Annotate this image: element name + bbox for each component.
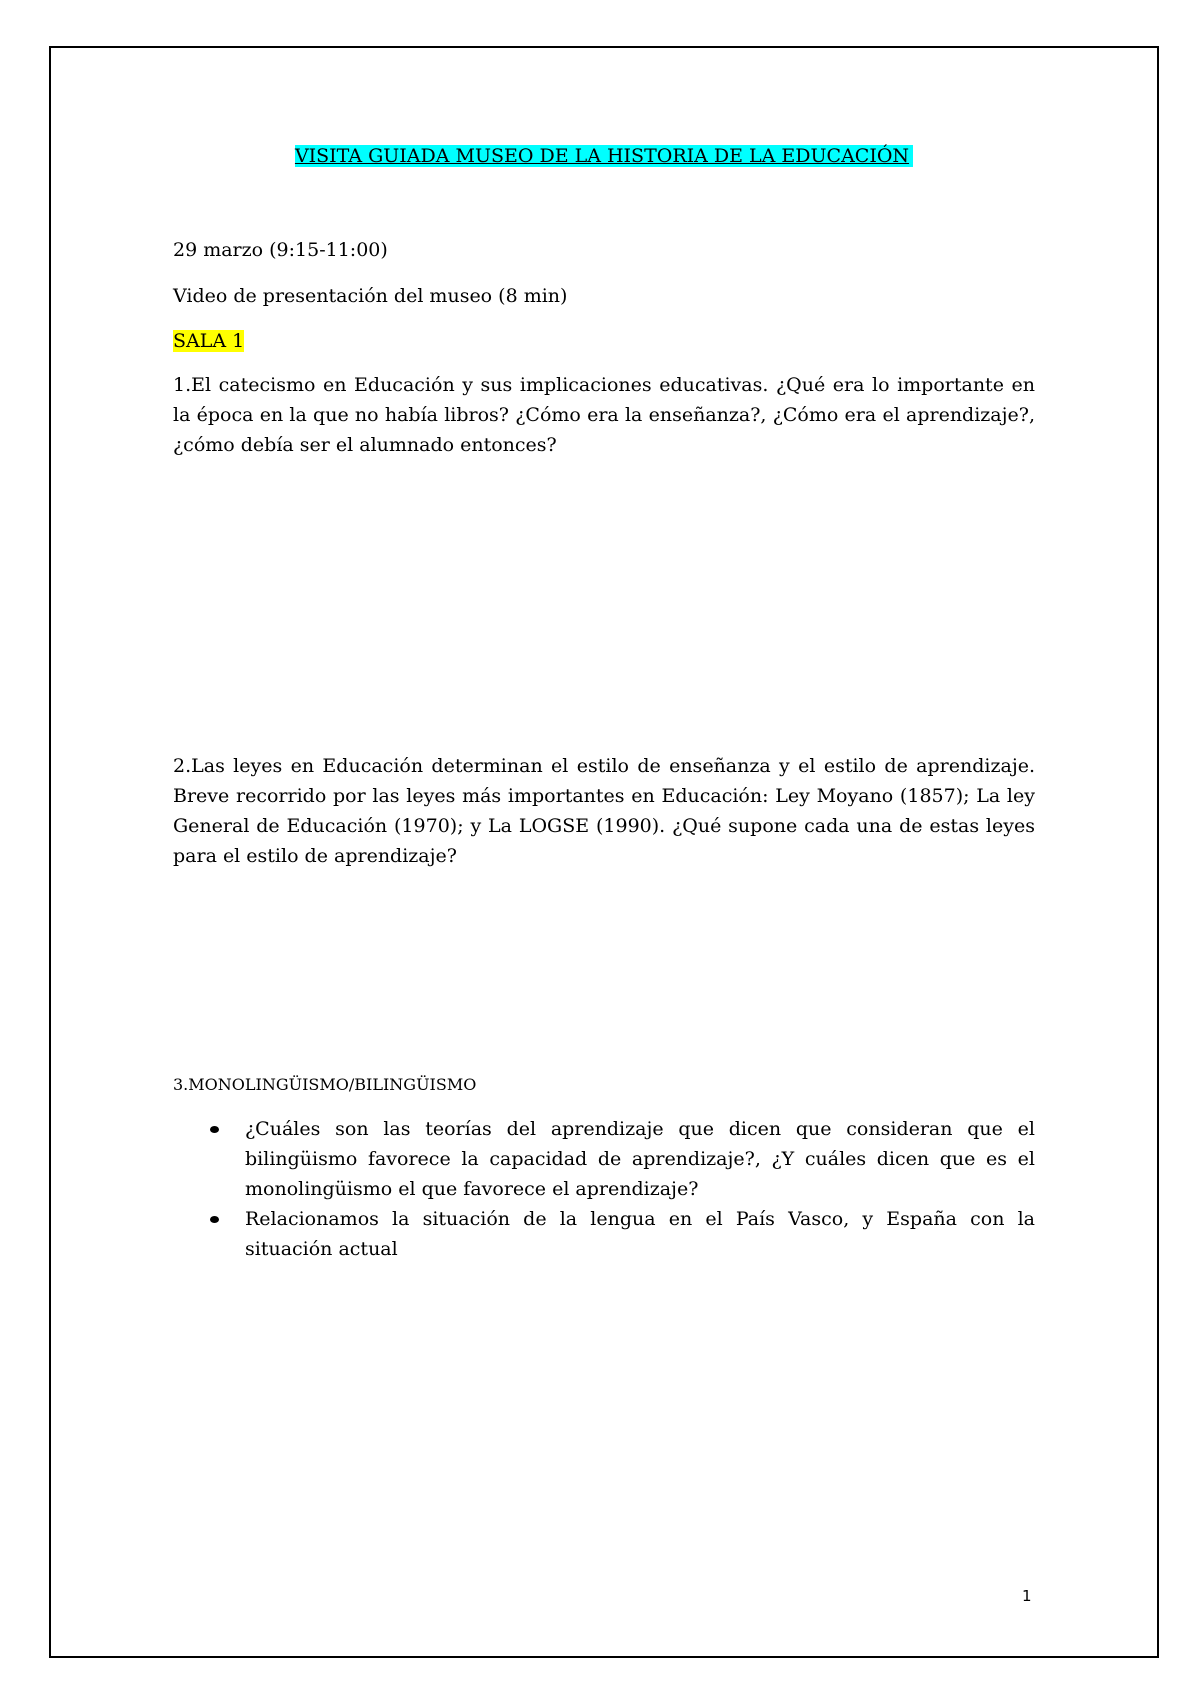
- bullet-icon: [210, 1126, 219, 1133]
- bullet-icon: [210, 1216, 219, 1223]
- sala-label: SALA 1: [173, 330, 245, 352]
- document-title: [173, 143, 1035, 169]
- list-item-text: ¿Cuáles son las teorías del aprendizaje que dicen que consideran que el bilingüismo favorece la capacidad de aprendizaje?, ¿Y cuáles dicen que es el monolingüismo el que favorece el aprendizaje?: [245, 1118, 1035, 1200]
- question-3-heading: 3.MONOLINGÜISMO/BILINGÜISMO: [173, 1075, 477, 1094]
- document-title-text: VISITA GUIADA MUSEO DE LA HISTORIA DE LA EDUCACIÓN: [295, 145, 913, 167]
- question-3-list: [173, 1114, 1035, 1264]
- list-item-text: Relacionamos la situación de la lengua en el País Vasco, y España con la situación actual: [245, 1208, 1035, 1260]
- sala-heading: [173, 328, 244, 354]
- question-1: 1.El catecismo en Educación y sus implicaciones educativas. ¿Qué era lo importante en la época en la que no había libros? ¿Cómo era la enseñanza?, ¿Cómo era el aprendizaje?, ¿cómo debía ser el alumnado entonces?: [173, 374, 1035, 456]
- list-item: [173, 1204, 1035, 1264]
- page-number: 1: [1022, 1587, 1032, 1605]
- list-item: [173, 1114, 1035, 1204]
- date-line: 29 marzo (9:15-11:00): [173, 239, 388, 261]
- video-line: Video de presentación del museo (8 min): [173, 285, 568, 307]
- question-2: 2.Las leyes en Educación determinan el estilo de enseñanza y el estilo de aprendizaje. Breve recorrido por las leyes más importantes en Educación: Ley Moyano (1857); La ley General de Educación (1970); y La LOGSE (1990). ¿Qué supone cada una de estas leyes para el estilo de aprendizaje?: [173, 755, 1035, 867]
